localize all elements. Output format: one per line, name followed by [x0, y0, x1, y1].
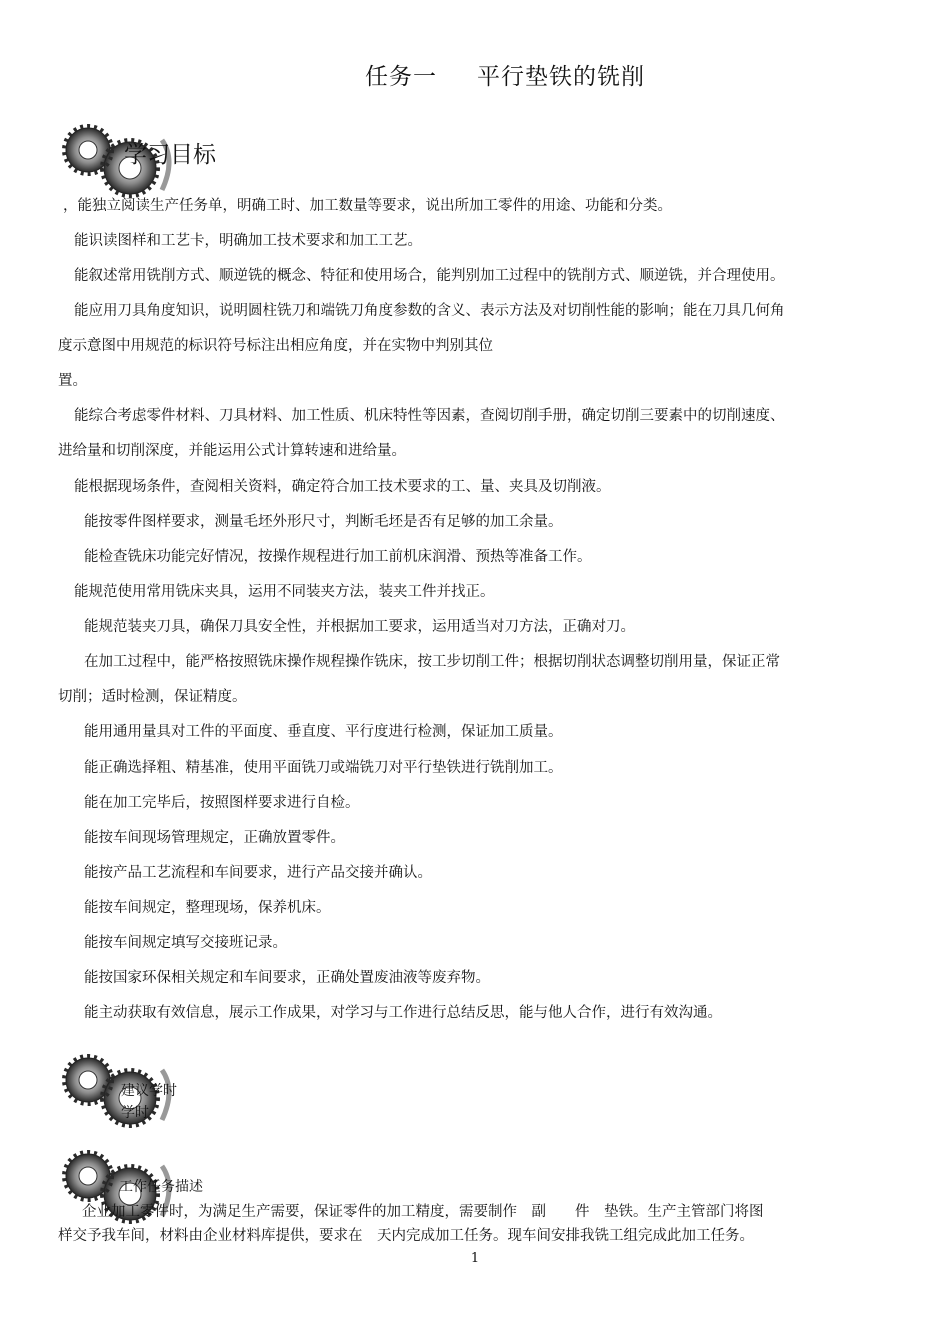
objective-line: 能主动获取有效信息，展示工作成果，对学习与工作进行总结反思，能与他人合作，进行有效沟通。 — [84, 1005, 722, 1021]
page-number: 1 — [470, 1251, 480, 1266]
objective-line: 能根据现场条件，查阅相关资料，确定符合加工技术要求的工、量、夹具及切削液。 — [74, 479, 611, 495]
objective-line: 能按车间规定，整理现场，保养机床。 — [84, 900, 331, 916]
objective-line: 能用通用量具对工件的平面度、垂直度、平行度进行检测，保证加工质量。 — [84, 724, 563, 740]
objective-line: 能按零件图样要求，测量毛坯外形尺寸，判断毛坯是否有足够的加工余量。 — [84, 514, 563, 530]
objective-line: 能综合考虑零件材料、刀具材料、加工性质、机床特性等因素，查阅切削手册，确定切削三要素中的切削速度、 — [74, 408, 785, 424]
objective-line: 能规范装夹刀具，确保刀具安全性，并根据加工要求，运用适当对刀方法，正确对刀。 — [84, 619, 635, 635]
objective-line: 能正确选择粗、精基准，使用平面铣刀或端铣刀对平行垫铁进行铣削加工。 — [84, 760, 563, 776]
hours-value: 学时 — [121, 1105, 149, 1121]
hours-heading: 建议学时 — [121, 1083, 177, 1099]
objective-line: 在加工过程中，能严格按照铣床操作规程操作铣床，按工步切削工件；根据切削状态调整切削用量，保证正常 — [84, 654, 780, 670]
objective-line: 置。 — [58, 373, 87, 389]
title-part-1: 任务一 — [365, 64, 437, 90]
objective-line: 度示意图中用规范的标识符号标注出相应角度，并在实物中判别其位 — [58, 338, 493, 354]
objective-line: 能规范使用常用铣床夹具，运用不同装夹方法，装夹工件并找正。 — [74, 584, 495, 600]
objective-line: 能按车间现场管理规定，正确放置零件。 — [84, 830, 345, 846]
page-title — [0, 58, 950, 91]
objective-line: 能在加工完毕后，按照图样要求进行自检。 — [84, 795, 360, 811]
task-line: 企业加工零件时，为满足生产需要，保证零件的加工精度，需要制作 副 件 垫铁。生产主管部门将图 — [82, 1204, 764, 1220]
objective-line: 进给量和切削深度，并能运用公式计算转速和进给量。 — [58, 443, 406, 459]
title-part-2: 平行垫铁的铣削 — [477, 64, 645, 90]
objective-line: 能按产品工艺流程和车间要求，进行产品交接并确认。 — [84, 865, 432, 881]
objective-line: 能叙述常用铣削方式、顺逆铣的概念、特征和使用场合，能判别加工过程中的铣削方式、顺逆铣，并合理使用。 — [74, 268, 785, 284]
objective-line: 能识读图样和工艺卡，明确加工技术要求和加工工艺。 — [74, 233, 422, 249]
objective-line: 能应用刀具角度知识，说明圆柱铣刀和端铣刀角度参数的含义、表示方法及对切削性能的影响；能在刀具几何角 — [74, 303, 785, 319]
objective-line: 能按国家环保相关规定和车间要求，正确处置废油液等废弃物。 — [84, 970, 490, 986]
objectives-heading: 学习目标 — [124, 142, 216, 168]
objective-line: 能检查铣床功能完好情况，按操作规程进行加工前机床润滑、预热等准备工作。 — [84, 549, 592, 565]
objective-line: 切削；适时检测，保证精度。 — [58, 689, 247, 705]
objective-line: 能按车间规定填写交接班记录。 — [84, 935, 287, 951]
task-heading: 工作任务描述 — [119, 1179, 203, 1195]
objective-line: ，能独立阅读生产任务单，明确工时、加工数量等要求，说出所加工零件的用途、功能和分类。 — [63, 198, 672, 214]
task-line: 样交予我车间，材料由企业材料库提供，要求在 天内完成加工任务。现车间安排我铣工组完成此加工任务。 — [58, 1228, 754, 1244]
